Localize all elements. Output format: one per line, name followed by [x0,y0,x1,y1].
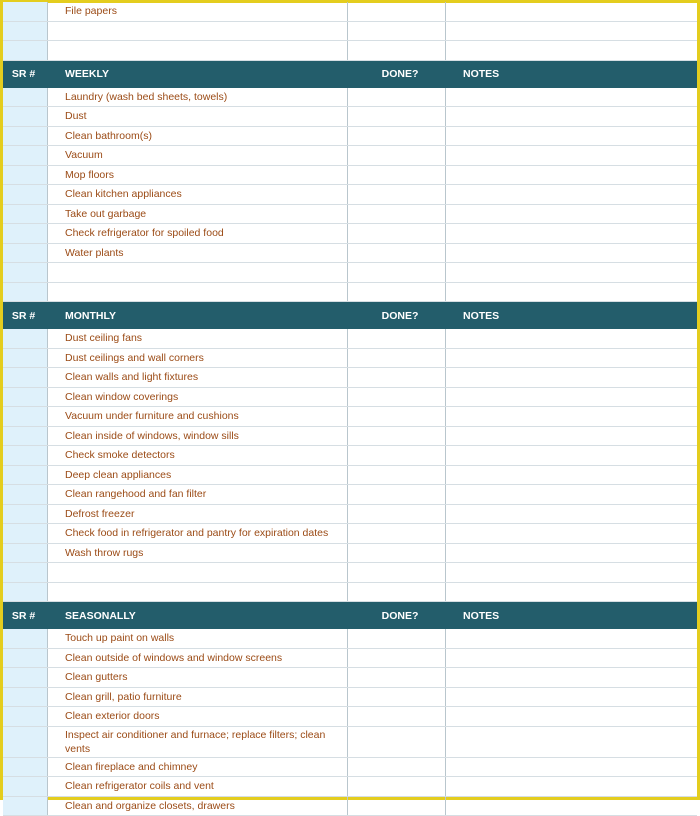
sr-cell[interactable] [3,544,48,563]
notes-cell[interactable] [446,583,697,602]
sr-cell[interactable] [3,563,48,582]
sr-cell[interactable] [3,388,48,407]
notes-cell[interactable] [446,388,697,407]
done-cell[interactable] [348,797,446,816]
table-row [3,583,697,603]
sr-cell[interactable] [3,205,48,224]
table-row [3,563,697,583]
notes-cell[interactable] [446,146,697,165]
notes-cell[interactable] [446,283,697,302]
section-title: MONTHLY [48,302,348,329]
notes-cell[interactable] [446,427,697,446]
done-cell[interactable] [348,349,446,368]
table-row [3,329,697,349]
notes-cell[interactable] [446,707,697,726]
task-cell[interactable]: Clean gutters [48,668,348,687]
section-header-seasonally [3,602,697,629]
notes-cell[interactable] [446,563,697,582]
notes-cell[interactable] [446,688,697,707]
task-cell[interactable] [48,283,348,302]
table-row [3,2,697,22]
sr-cell[interactable] [3,668,48,687]
task-cell[interactable]: Dust ceilings and wall corners [48,349,348,368]
table-row [3,185,697,205]
table-row [3,629,697,649]
done-cell[interactable] [348,166,446,185]
notes-cell[interactable] [446,185,697,204]
notes-cell[interactable] [446,263,697,282]
notes-cell[interactable] [446,107,697,126]
sr-cell[interactable] [3,407,48,426]
sr-cell[interactable] [3,127,48,146]
sr-cell[interactable] [3,649,48,668]
done-cell[interactable] [348,485,446,504]
table-row [3,707,697,727]
notes-cell[interactable] [446,727,697,757]
task-cell[interactable]: Check refrigerator for spoiled food [48,224,348,243]
done-cell[interactable] [348,466,446,485]
notes-cell[interactable] [446,407,697,426]
notes-cell[interactable] [446,88,697,107]
task-cell[interactable]: File papers [48,2,348,21]
done-cell[interactable] [348,22,446,41]
sr-cell[interactable] [3,758,48,777]
sr-cell[interactable] [3,524,48,543]
task-cell[interactable]: Laundry (wash bed sheets, towels) [48,88,348,107]
done-cell[interactable] [348,205,446,224]
notes-cell[interactable] [446,166,697,185]
sr-column-header: SR # [3,61,48,88]
table-row [3,649,697,669]
notes-cell[interactable] [446,758,697,777]
done-cell[interactable] [348,505,446,524]
sr-cell[interactable] [3,583,48,602]
done-cell[interactable] [348,707,446,726]
table-row [3,22,697,42]
done-cell[interactable] [348,263,446,282]
done-cell[interactable] [348,107,446,126]
notes-cell[interactable] [446,629,697,648]
task-cell[interactable]: Clean walls and light fixtures [48,368,348,387]
task-cell[interactable] [48,41,348,60]
notes-cell[interactable] [446,41,697,60]
done-cell[interactable] [348,688,446,707]
notes-cell[interactable] [446,524,697,543]
sr-cell[interactable] [3,146,48,165]
sr-cell[interactable] [3,224,48,243]
done-cell[interactable] [348,283,446,302]
done-cell[interactable] [348,563,446,582]
table-row [3,283,697,303]
done-cell[interactable] [348,407,446,426]
sr-cell[interactable] [3,629,48,648]
done-column-header: DONE? [348,61,446,88]
table-row [3,349,697,369]
done-cell[interactable] [348,329,446,348]
sr-cell[interactable] [3,777,48,796]
notes-cell[interactable] [446,329,697,348]
sr-cell[interactable] [3,329,48,348]
sr-cell[interactable] [3,107,48,126]
task-cell[interactable] [48,263,348,282]
table-row [3,688,697,708]
sr-cell[interactable] [3,707,48,726]
table-row [3,727,697,758]
notes-column-header: NOTES [446,302,697,329]
table-row [3,41,697,61]
notes-cell[interactable] [446,349,697,368]
sr-cell[interactable] [3,485,48,504]
task-cell[interactable]: Water plants [48,244,348,263]
section-title: SEASONALLY [48,602,348,629]
table-row [3,777,697,797]
table-row [3,668,697,688]
checklist-table [3,2,697,816]
sr-cell[interactable] [3,22,48,41]
done-cell[interactable] [348,185,446,204]
table-row [3,505,697,525]
sr-cell[interactable] [3,41,48,60]
notes-cell[interactable] [446,485,697,504]
done-cell[interactable] [348,668,446,687]
done-cell[interactable] [348,146,446,165]
table-row [3,205,697,225]
sr-cell[interactable] [3,185,48,204]
table-row [3,127,697,147]
table-row [3,107,697,127]
done-cell[interactable] [348,427,446,446]
done-cell[interactable] [348,41,446,60]
task-cell[interactable]: Dust [48,107,348,126]
table-row [3,224,697,244]
done-cell[interactable] [348,629,446,648]
done-cell[interactable] [348,127,446,146]
task-cell[interactable] [48,583,348,602]
notes-cell[interactable] [446,668,697,687]
sr-cell[interactable] [3,349,48,368]
task-cell[interactable]: Check food in refrigerator and pantry for expiration dates [48,524,348,543]
done-cell[interactable] [348,777,446,796]
notes-cell[interactable] [446,127,697,146]
sr-cell[interactable] [3,446,48,465]
done-column-header: DONE? [348,602,446,629]
table-row [3,166,697,186]
done-column-header: DONE? [348,302,446,329]
notes-cell[interactable] [446,466,697,485]
task-cell[interactable]: Mop floors [48,166,348,185]
sr-cell[interactable] [3,466,48,485]
task-cell[interactable] [48,563,348,582]
task-cell[interactable]: Clean refrigerator coils and vent [48,777,348,796]
sr-cell[interactable] [3,2,48,21]
task-cell[interactable]: Clean grill, patio furniture [48,688,348,707]
table-row [3,797,697,816]
table-row [3,466,697,486]
sr-cell[interactable] [3,368,48,387]
sr-cell[interactable] [3,688,48,707]
table-row [3,446,697,466]
sr-cell[interactable] [3,727,48,757]
notes-cell[interactable] [446,505,697,524]
notes-column-header: NOTES [446,602,697,629]
sr-cell[interactable] [3,166,48,185]
sr-cell[interactable] [3,797,48,816]
task-cell[interactable]: Inspect air conditioner and furnace; replace filters; clean vents [48,727,348,757]
table-row [3,544,697,564]
task-cell[interactable]: Deep clean appliances [48,466,348,485]
task-cell[interactable]: Vacuum under furniture and cushions [48,407,348,426]
notes-cell[interactable] [446,446,697,465]
task-cell[interactable]: Clean rangehood and fan filter [48,485,348,504]
sr-cell[interactable] [3,505,48,524]
sr-column-header: SR # [3,602,48,629]
notes-cell[interactable] [446,22,697,41]
done-cell[interactable] [348,446,446,465]
table-row [3,485,697,505]
task-cell[interactable]: Clean inside of windows, window sills [48,427,348,446]
done-cell[interactable] [348,544,446,563]
notes-cell[interactable] [446,368,697,387]
done-cell[interactable] [348,244,446,263]
task-cell[interactable]: Touch up paint on walls [48,629,348,648]
sr-cell[interactable] [3,283,48,302]
done-cell[interactable] [348,649,446,668]
task-cell[interactable]: Wash throw rugs [48,544,348,563]
task-cell[interactable]: Dust ceiling fans [48,329,348,348]
task-cell[interactable]: Clean bathroom(s) [48,127,348,146]
notes-cell[interactable] [446,244,697,263]
section-header-monthly [3,302,697,329]
table-row [3,88,697,108]
notes-cell[interactable] [446,777,697,796]
done-cell[interactable] [348,2,446,21]
task-cell[interactable]: Check smoke detectors [48,446,348,465]
done-cell[interactable] [348,224,446,243]
table-row [3,407,697,427]
table-row [3,368,697,388]
table-row [3,758,697,778]
notes-cell[interactable] [446,205,697,224]
done-cell[interactable] [348,758,446,777]
task-cell[interactable]: Clean and organize closets, drawers [48,797,348,816]
sr-cell[interactable] [3,427,48,446]
done-cell[interactable] [348,583,446,602]
task-cell[interactable]: Take out garbage [48,205,348,224]
table-row [3,263,697,283]
done-cell[interactable] [348,368,446,387]
table-row [3,427,697,447]
sr-column-header: SR # [3,302,48,329]
section-title: WEEKLY [48,61,348,88]
notes-cell[interactable] [446,797,697,816]
task-cell[interactable]: Defrost freezer [48,505,348,524]
task-cell[interactable]: Clean outside of windows and window screens [48,649,348,668]
notes-cell[interactable] [446,2,697,21]
notes-cell[interactable] [446,224,697,243]
task-cell[interactable]: Clean exterior doors [48,707,348,726]
notes-cell[interactable] [446,649,697,668]
done-cell[interactable] [348,388,446,407]
sr-cell[interactable] [3,263,48,282]
done-cell[interactable] [348,524,446,543]
section-header-weekly [3,61,697,88]
table-row [3,388,697,408]
notes-cell[interactable] [446,544,697,563]
notes-column-header: NOTES [446,61,697,88]
task-cell[interactable]: Clean window coverings [48,388,348,407]
task-cell[interactable]: Clean kitchen appliances [48,185,348,204]
table-row [3,146,697,166]
done-cell[interactable] [348,727,446,757]
sr-cell[interactable] [3,244,48,263]
table-row [3,244,697,264]
sr-cell[interactable] [3,88,48,107]
table-row [3,524,697,544]
task-cell[interactable]: Vacuum [48,146,348,165]
task-cell[interactable]: Clean fireplace and chimney [48,758,348,777]
task-cell[interactable] [48,22,348,41]
done-cell[interactable] [348,88,446,107]
